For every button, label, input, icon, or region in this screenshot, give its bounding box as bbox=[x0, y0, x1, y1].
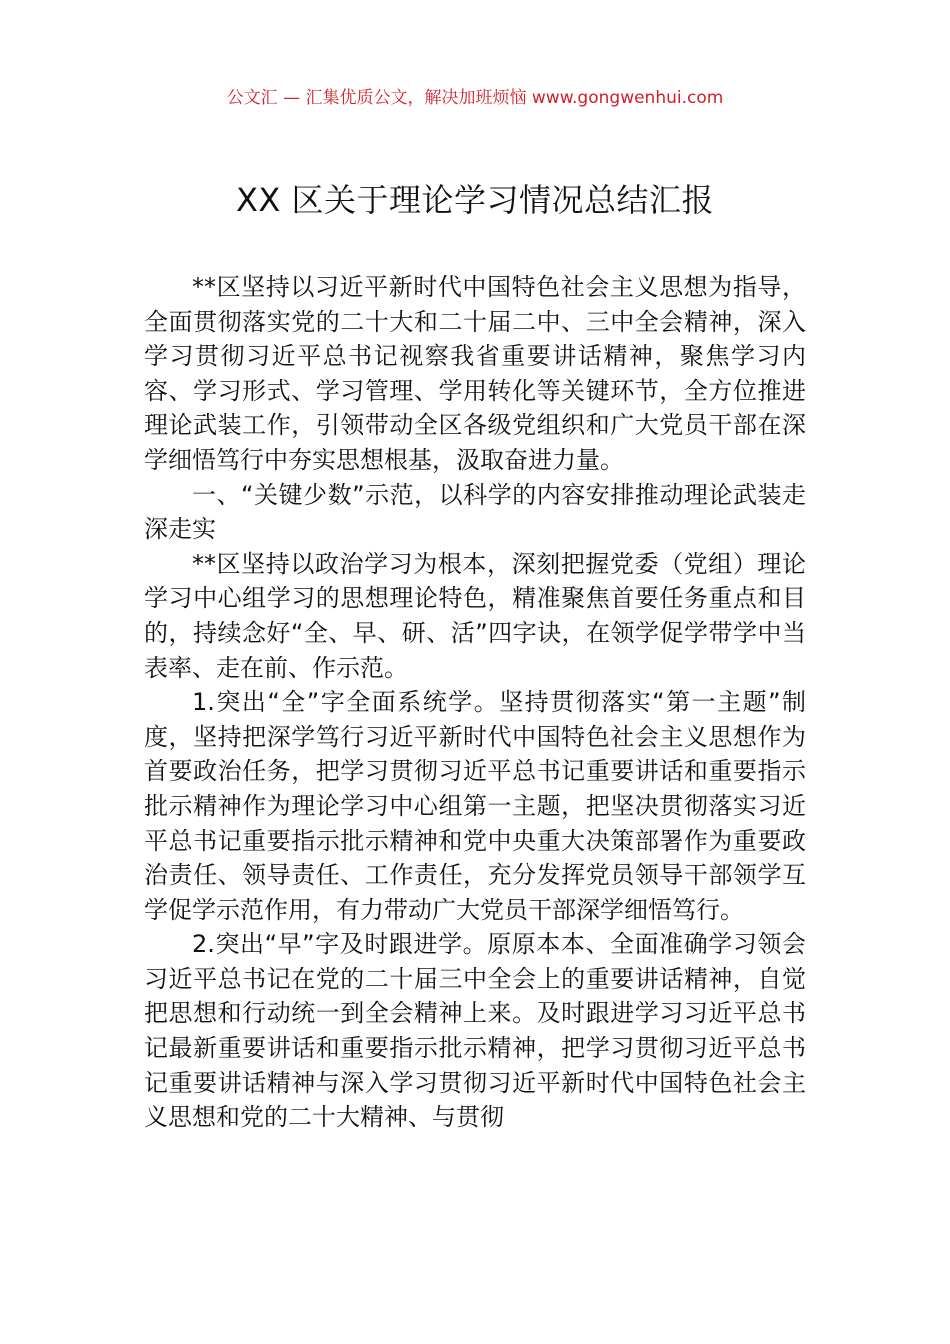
section-heading-1: 一、“关键少数”示范，以科学的内容安排推动理论武装走深走实 bbox=[144, 480, 806, 544]
paragraph-point-2: 2.突出“早”字及时跟进学。原原本本、全面准确学习领会习近平总书记在党的二十届三中全会上的重要讲话精神，自觉把思想和行动统一到全会精神上来。及时跟进学习习近平总书记最新重要讲话和重要指示批示精神，把学习贯彻习近平总书记重要讲话精神与深入学习贯彻习近平新时代中国特色社会主义思想和党的二十大精神、与贯彻 bbox=[144, 930, 806, 1132]
watermark-header: 公文汇 — 汇集优质公文，解决加班烦恼 www.gongwenhui.com bbox=[226, 88, 724, 108]
paragraph-section-1: **区坚持以政治学习为根本，深刻把握党委（党组）理论学习中心组学习的思想理论特色，精准聚焦首要任务重点和目的，持续念好“全、早、研、活”四字诀，在领学促学带学中当表率、走在前、作示范。 bbox=[144, 549, 806, 682]
document-title: XX 区关于理论学习情况总结汇报 bbox=[235, 181, 715, 219]
paragraph-point-1: 1.突出“全”字全面系统学。坚持贯彻落实“第一主题”制度，坚持把深学笃行习近平新时代中国特色社会主义思想作为首要政治任务，把学习贯彻习近平总书记重要讲话和重要指示批示精神作为理论学习中心组第一主题，把坚决贯彻落实习近平总书记重要指示批示精神和党中央重大决策部署作为重要政治责任、领导责任、工作责任，充分发挥党员领导干部领学互学促学示范作用，有力带动广大党员干部深学细悟笃行。 bbox=[144, 688, 806, 924]
paragraph-intro: **区坚持以习近平新时代中国特色社会主义思想为指导，全面贯彻落实党的二十大和二十届二中、三中全会精神，深入学习贯彻习近平总书记视察我省重要讲话精神，聚焦学习内容、学习形式、学习管理、学用转化等关键环节，全方位推进理论武装工作，引领带动全区各级党组织和广大党员干部在深学细悟笃行中夯实思想根基，汲取奋进力量。 bbox=[144, 273, 806, 474]
document-body bbox=[144, 270, 806, 1135]
